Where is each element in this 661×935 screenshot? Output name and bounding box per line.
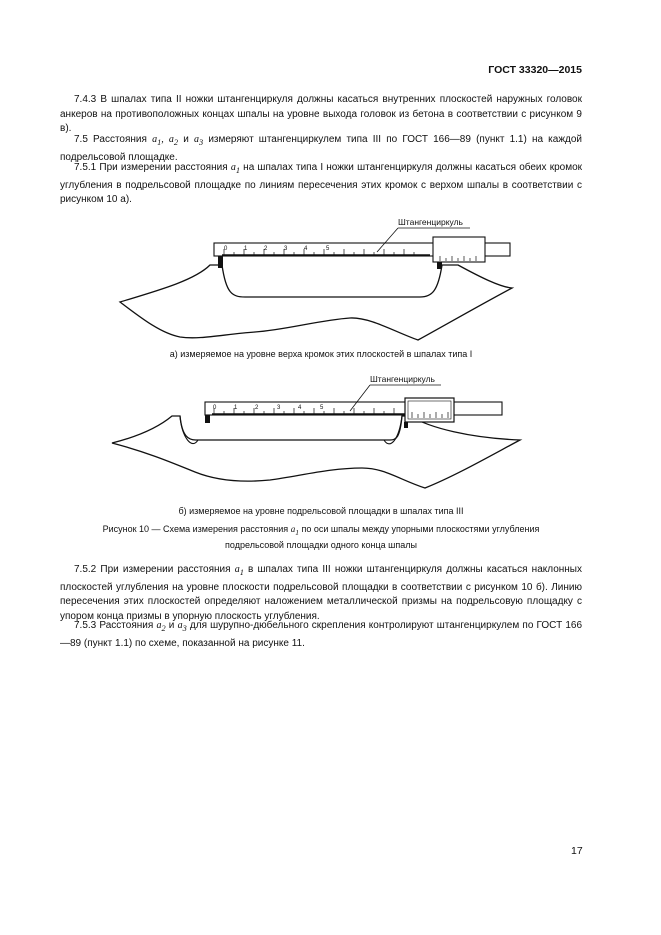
paragraph-text: 7.5.1 При измерении расстояния [74,162,228,173]
scale-tick-label: 5 [326,246,330,252]
scale-tick-label: 1 [234,405,238,411]
paragraph-7-5-2 [60,563,582,625]
symbol-a2: $a_2$ [168,134,179,147]
caliper-label-b: Штангенциркуль [370,374,435,384]
paragraph-7-5: 7.5 Расстояния $a_1$, $a_2$ и $a_3$ измеряют штангенциркулем типа III по ГОСТ 166—89 (пункт 1.1) на каждой подрельсовой площадке. [60,134,583,163]
scale-tick-label: 0 [224,246,228,252]
scale-tick-label: 3 [284,246,288,252]
caliper-beam-b [205,402,502,415]
paragraph-text: 7.5.3 Расстояния [74,620,154,631]
paragraph-text: 7.5 Расстояния [74,134,147,145]
sleeper-outline-b [112,416,520,488]
paragraph-7-5-1 [60,161,582,208]
symbol-a3: $a_3$ [193,134,204,147]
symbol-a1: $a_1$, [152,134,164,147]
caliper-label-a: Штангенциркуль [398,217,463,227]
figure-10a-caption: а) измеряемое на уровне верха кромок этих плоскостей в шпалах типа I [169,349,473,359]
symbol-a3: $a_3$ [177,620,187,633]
paragraph-text: в шпалах типа III ножки штангенциркуля должны касаться наклонных плоскостей углубления на уровне плоскости подрельсовой площадки в соответствии с рисунком 10 б). Линию пересечения этих плоскостей определяют наложением металлической призмы на подрельсовую площадку с упором конца призмы в упорную плоскость углубления. [60,564,582,623]
caliper-jaw-left-b [205,415,210,423]
paragraph-text: 7.5.2 При измерении расстояния [74,564,231,575]
paragraph-7-4-3 [60,93,582,137]
paragraph-text: измеряют штангенциркулем типа III по ГОСТ 166—89 (пункт 1.1) на каждой подрельсовой площадке. [60,134,583,163]
paragraph-text: 7.4.3 В шпалах типа II ножки штангенциркуля должны касаться внутренних плоскостей наружных головок анкеров на противоположных концах шпалы на уровне выхода головок из бетона в соответствии с рисунком 9 в). [60,94,582,135]
document-standard-header: ГОСТ 33320—2015 [488,64,582,76]
symbol-a1: $a_1$ [234,564,244,577]
scale-tick-label: 2 [255,405,259,411]
figure-10a-diagram [0,205,661,355]
sleeper-outline-a [120,265,512,340]
figure-10b-diagram [0,368,661,508]
caliper-jaw-right-b [404,422,408,428]
scale-tick-label: 0 [213,405,217,411]
figure-10b-caption: б) измеряемое на уровне подрельсовой площадки в шпалах типа III [178,506,464,516]
caliper-slider-b [405,398,454,422]
caliper-jaw-right-a [437,262,442,269]
scale-tick-label: 4 [298,405,302,411]
paragraph-text: на шпалах типа I ножки штангенциркуля должны касаться обеих кромок углубления в подрельсовой площадке по линиям пересечения этих кромок с верхом шпалы в соответствии с рисунком 10 а). [60,162,583,206]
caliper-jaw-left-a [218,256,223,268]
scale-tick-label: 5 [320,405,324,411]
scale-tick-label: 2 [264,246,268,252]
scale-tick-label: 4 [304,246,308,252]
figure-10-caption: Рисунок 10 — Схема измерения расстояния $a_1$ по оси шпалы между упорными плоскостями углубления подрельсовой площадки одного конца шпалы [102,524,540,550]
symbol-a2: $a_2$ [156,620,166,633]
caliper-slider-a [433,237,485,262]
symbol-a1: $a_1$ [290,524,299,537]
page-number: 17 [571,845,583,857]
paragraph-7-5-3: 7.5.3 Расстояния $a_2$ и $a_3$ для шурупно-дюбельного скрепления контролируют штангенциркулем по ГОСТ 166—89 (пункт 1.1) по схеме, показанной на рисунке 11. [60,620,583,649]
symbol-a1: $a_1$ [230,162,240,175]
scale-tick-label: 1 [244,246,248,252]
paragraph-text: для шурупно-дюбельного скрепления контролируют штангенциркулем по ГОСТ 166—89 (пункт 1.1) по схеме, показанной на рисунке 11. [60,620,583,649]
scale-tick-label: 3 [277,405,281,411]
